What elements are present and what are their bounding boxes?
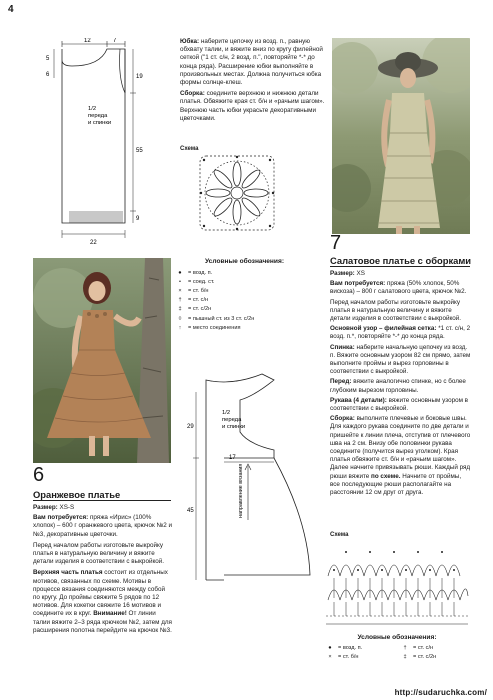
single-crochet-icon: × <box>178 287 182 294</box>
symbols-title-2: Условные обозначения: <box>357 634 437 641</box>
front-label: Перед: <box>330 378 352 386</box>
size-label-7: Размер: <box>330 270 355 277</box>
before-text-6: Перед началом работы изготовьте выкройку платья в натуральную величину и вяжите детали изделия в соответствии с выкройкой. <box>33 541 165 566</box>
scheme-label-1: Схема <box>180 146 199 152</box>
sleeve-label: Рукава (4 детали): <box>330 396 387 404</box>
symbol-row: ● = возд. п. <box>172 268 317 277</box>
need-label-6: Вам потребуется: <box>33 514 89 522</box>
pattern-top-label-2: переда <box>88 113 108 119</box>
source-credit: http://sudaruchka.com/ <box>394 688 487 697</box>
main-pattern-label: Основной узор – филейная сетка: <box>330 325 437 333</box>
attention-label: Внимание! <box>93 610 127 618</box>
back-label: Спинка: <box>330 343 355 351</box>
dress-pattern-mid <box>182 370 322 590</box>
chain-stitch-icon: ● <box>328 644 332 651</box>
chain-stitch-icon: ● <box>178 269 182 276</box>
top-instructions <box>180 38 330 123</box>
before-text-7: Перед началом работы изготовьте выкройку платья в натуральную величину и вяжите детали изделия в соответствии с выкройкой. <box>330 298 462 323</box>
symbol-row: ↑ = место соединения <box>172 323 317 332</box>
symbol-row: † = ст. с/н <box>172 296 317 305</box>
main-pattern-text: *1 ст. с/н, 2 возд. п.*, повторяйте *-* до конца ряда. <box>330 325 471 341</box>
photo-orange-dress <box>33 258 171 463</box>
section-6-number: 6 <box>33 464 45 486</box>
skirt-text: наберите цепочку из возд. п., равную обхвату талии, и вяжите вниз по кругу филейной сеткой ("1 ст. с/н, 2 возд. п.", повторяйте *-* до конца ряда). Расширение юбки выполняйте в произвольных местах. Должна получиться юбка формы солнце-клеш. <box>180 38 323 87</box>
direction-label: направление вязания <box>238 463 244 518</box>
symbol-row: ‡ = ст. с/2н <box>397 652 472 661</box>
double-crochet-icon: † <box>178 297 182 304</box>
symbols-legend-2 <box>322 634 472 661</box>
photo-green-dress <box>332 38 470 234</box>
symbol-row: ● = возд. п. <box>322 643 397 652</box>
symbols-legend-1 <box>172 258 317 332</box>
dim-45: 45 <box>187 508 194 514</box>
dim-19: 19 <box>136 74 143 80</box>
section-6-title: Оранжевое платье <box>33 489 121 500</box>
ruffle-scheme <box>322 540 472 630</box>
back-text: наберите начальную цепочку из возд. п. Вяжите основным узором 82 см прямо, затем выполните проймы и вырез горловины в соответствии с выкройкой. <box>330 343 471 376</box>
dim-9: 9 <box>136 216 140 222</box>
treble-crochet-icon: ‡ <box>178 306 182 313</box>
assembly-text-6: соедините верхнюю и нижнюю детали платья. Обвяжите края ст. б/н и «рачьим шагом». Верхнюю часть юбки украсьте декоративными цветочками. <box>180 90 325 122</box>
symbol-row: × = ст. б/н <box>322 652 397 661</box>
symbol-row: × = ст. б/н <box>172 286 317 295</box>
dim-55: 55 <box>136 148 143 154</box>
dim-22: 22 <box>90 240 97 246</box>
dress-pattern-top <box>40 38 158 253</box>
dim-17: 17 <box>229 455 236 461</box>
dim-6: 6 <box>46 72 50 78</box>
assembly-text-7: выполните плечевые и боковые швы. Для каждого рукава соедините по две детали и пришейте к линии плеча, отступив от плечевого шва на 2 см. Внизу обе половинки рукава соедините (получится вырез уголком). Края платья обвяжите ст. б/н и «рачьим шагом». Далее начните привязывать рюши. Каждый ряд рюши вяжите <box>330 415 471 480</box>
assembly-bold-7: по схеме. <box>371 472 401 480</box>
symbol-row: ◊ = пышный ст. из 3 ст. с/2н <box>172 314 317 323</box>
symbols-title-1: Условные обозначения: <box>204 258 285 265</box>
pattern-mid-label-1: 1/2 <box>222 410 231 416</box>
scheme-label-2: Схема <box>330 532 349 538</box>
need-text-6: пряжа «Ирис» (100% хлопок) – 600 г оранжевого цвета, крючок №2 и №3, декоративные цветочки. <box>33 514 172 538</box>
section-6-text <box>33 504 173 635</box>
need-label-7: Вам потребуется: <box>330 280 386 288</box>
sleeve-text: вяжите основным узором в соответствии с выкройкой. <box>330 396 468 413</box>
upper-part-label: Верхняя часть платья <box>33 569 103 577</box>
join-point-icon: ↑ <box>178 324 182 331</box>
skirt-label: Юбка: <box>180 38 200 45</box>
assembly-label-6: Сборка: <box>180 90 205 98</box>
dim-5: 5 <box>46 56 50 62</box>
pattern-mid-label-2: переда <box>222 417 242 423</box>
pattern-mid-label-3: и спинки <box>222 424 246 430</box>
symbol-row: † = ст. с/н <box>397 643 472 652</box>
assembly-tail-7: Начните от проймы, все последующие рюши располагайте на расстоянии 12 см друг от друга. <box>330 472 462 497</box>
single-crochet-icon: × <box>328 653 332 660</box>
need-text-7: пряжа (50% хлопок, 50% вискоза) – 800 г салатового цвета, крючок №2. <box>330 280 467 296</box>
upper-part-text: состоит из отдельных мотивов, связанных по схеме. Мотивы в процессе вязания соединяются между собой по кругу. До проймы свяжите 5 рядов по 12 мотивов. Для кокетки свяжите 16 мотивов и соедините их в круг. <box>33 569 168 618</box>
section-6-rule <box>33 500 171 501</box>
section-7-number: 7 <box>330 232 342 254</box>
dim-7: 7 <box>113 38 117 44</box>
symbol-row: ‡ = ст. с/2н <box>172 305 317 314</box>
double-crochet-icon: † <box>403 644 407 651</box>
size-label-6: Размер: <box>33 504 58 511</box>
dim-12: 12 <box>84 38 91 44</box>
front-text: вяжите аналогично спинке, но с более глубоким вырезом горловины. <box>330 378 466 394</box>
section-7-rule <box>330 266 470 267</box>
size-value-6: XS-S <box>59 504 75 511</box>
treble-crochet-icon: ‡ <box>403 653 407 660</box>
pattern-top-label-1: 1/2 <box>88 106 97 112</box>
section-7-text <box>330 270 472 497</box>
attention-text: От линии талии вяжите 2–3 ряда крючком №2, затем для расширения полотна перейдите на крючок №3. <box>33 610 172 634</box>
page-number: 4 <box>8 4 14 15</box>
symbol-row: • = соед. ст. <box>172 277 317 286</box>
puff-stitch-icon: ◊ <box>178 315 182 322</box>
motif-scheme <box>196 152 278 234</box>
section-7-title: Салатовое платье с оборками <box>330 255 472 266</box>
assembly-label-7: Сборка: <box>330 415 355 423</box>
size-value-7: XS <box>356 270 365 277</box>
pattern-top-label-3: и спинки <box>88 120 112 126</box>
slip-stitch-icon: • <box>179 278 181 285</box>
dim-29: 29 <box>187 424 194 430</box>
